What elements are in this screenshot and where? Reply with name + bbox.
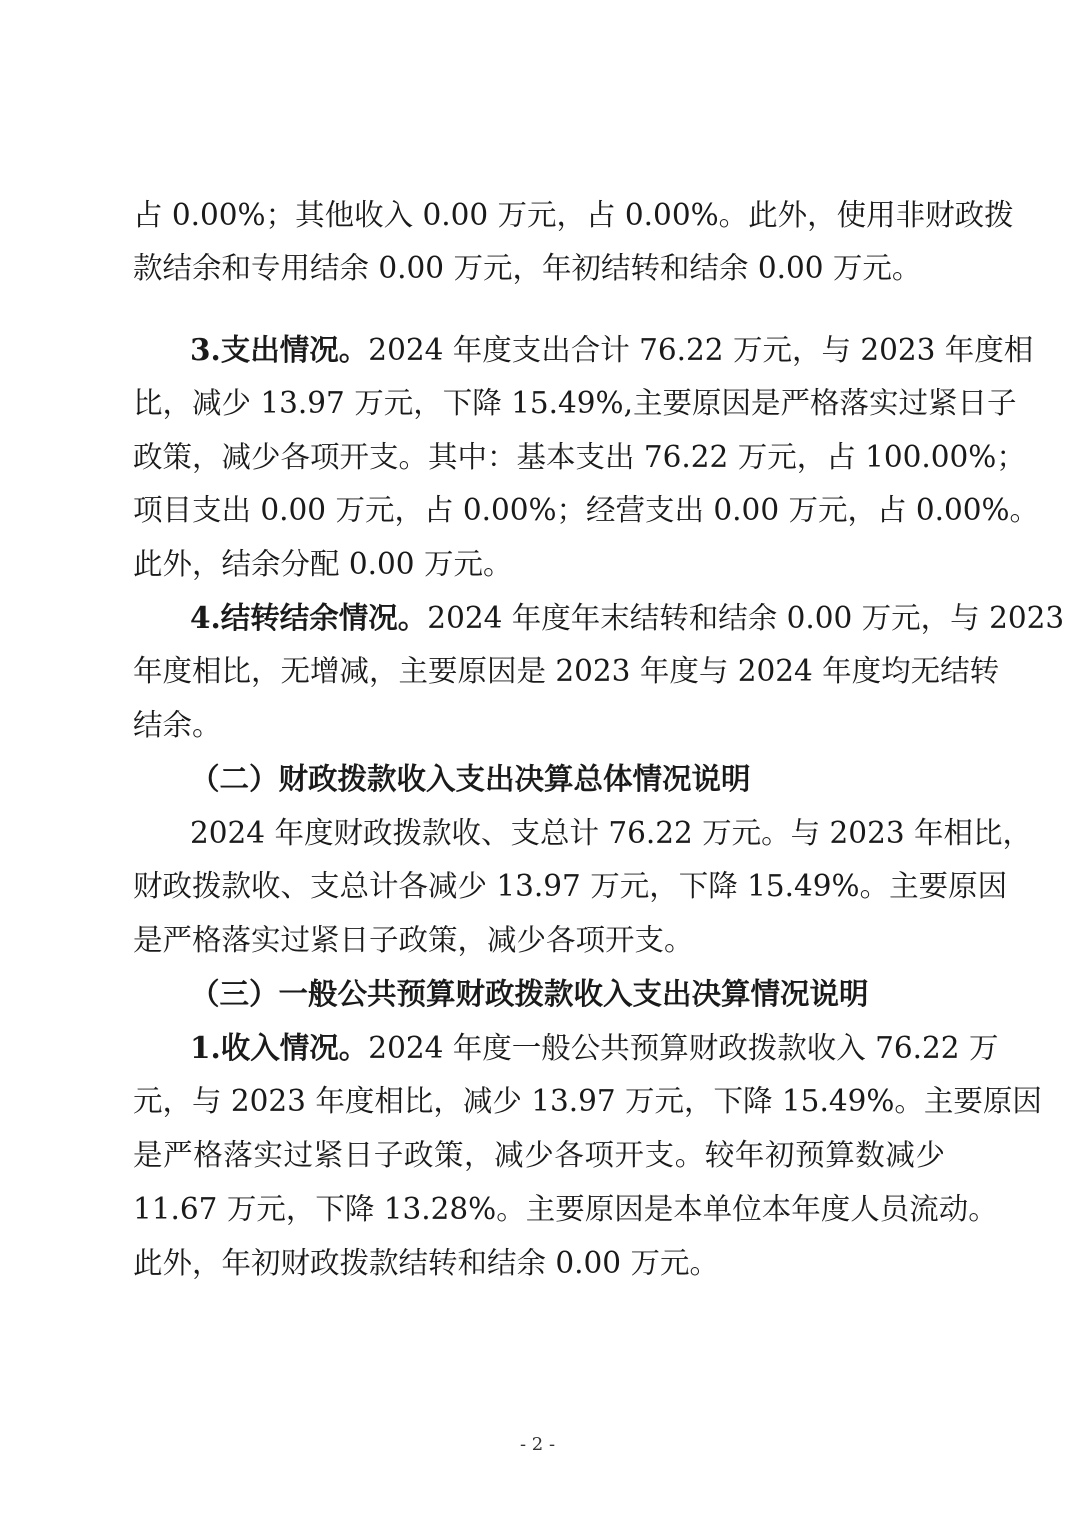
paragraph-line: 财政拨款收、支总计各减少 13.97 万元，下降 15.49%。主要原因: [133, 869, 1008, 903]
section-lead: 3.支出情况。: [190, 332, 369, 367]
section-heading: （三）一般公共预算财政拨款收入支出决算情况说明: [190, 976, 869, 1011]
paragraph-line: 占 0.00%；其他收入 0.00 万元，占 0.00%。此外，使用非财政拨: [133, 198, 1014, 232]
paragraph-text: 2024 年度一般公共预算财政拨款收入 76.22 万: [368, 1031, 999, 1065]
page-number: - 2 -: [519, 1434, 556, 1455]
paragraph-line: 元，与 2023 年度相比，减少 13.97 万元，下降 15.49%。主要原因: [133, 1084, 1042, 1118]
paragraph-line: 11.67 万元，下降 13.28%。主要原因是本单位本年度人员流动。: [133, 1192, 998, 1226]
paragraph-line: 是严格落实过紧日子政策，减少各项开支。: [133, 923, 694, 957]
paragraph-line: 年度相比，无增减，主要原因是 2023 年度与 2024 年度均无结转: [133, 654, 1000, 688]
paragraph-first-line: [190, 598, 1065, 638]
section-lead: 1.收入情况。: [190, 1030, 369, 1065]
paragraph-text: 2024 年度年末结转和结余 0.00 万元，与 2023: [427, 601, 1065, 635]
paragraph-line: 是严格落实过紧日子政策，减少各项开支。较年初预算数减少: [133, 1138, 945, 1172]
section-heading: （二）财政拨款收入支出决算总体情况说明: [190, 761, 751, 796]
paragraph-line: 结余。: [133, 708, 222, 742]
paragraph-text: 2024 年度支出合计 76.22 万元，与 2023 年度相: [368, 333, 1034, 367]
paragraph-line: 此外，结余分配 0.00 万元。: [133, 547, 513, 581]
paragraph-first-line: [190, 1028, 999, 1068]
paragraph-line: 款结余和专用结余 0.00 万元，年初结转和结余 0.00 万元。: [133, 251, 922, 285]
paragraph-first-line: [190, 330, 1034, 370]
paragraph-line: 项目支出 0.00 万元，占 0.00%；经营支出 0.00 万元，占 0.00%。: [133, 493, 1040, 527]
paragraph-first-line: 2024 年度财政拨款收、支总计 76.22 万元。与 2023 年相比，: [190, 816, 1032, 850]
paragraph-line: 此外，年初财政拨款结转和结余 0.00 万元。: [133, 1246, 719, 1280]
section-lead: 4.结转结余情况。: [190, 600, 428, 635]
paragraph-line: 政策，减少各项开支。其中：基本支出 76.22 万元，占 100.00%；: [133, 440, 1026, 474]
paragraph-line: 比，减少 13.97 万元，下降 15.49%,主要原因是严格落实过紧日子: [133, 386, 1017, 420]
